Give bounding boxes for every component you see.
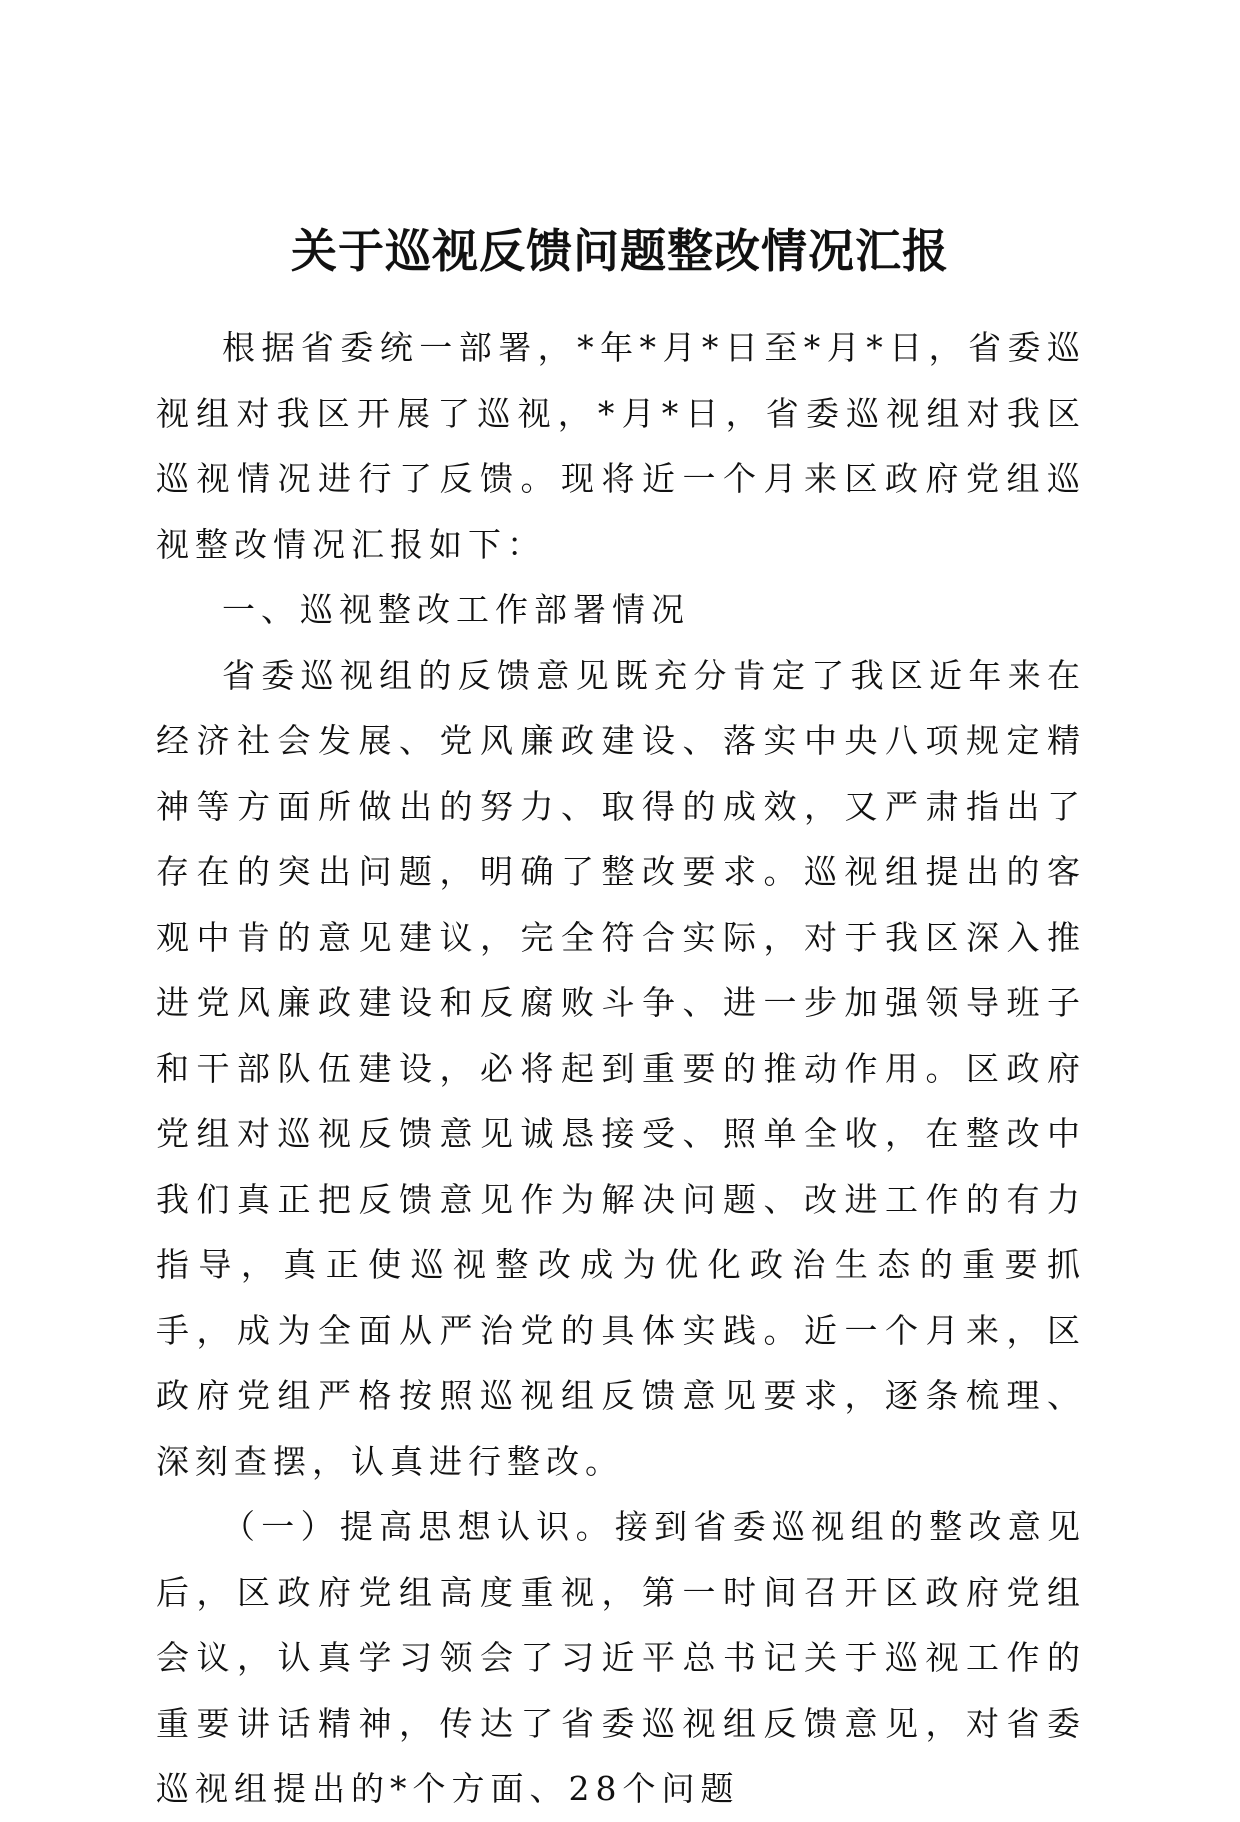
section-heading-1: 一、巡视整改工作部署情况: [222, 590, 690, 629]
paragraph-feedback: 省委巡视组的反馈意见既充分肯定了我区近年来在经济社会发展、党风廉政建设、落实中央八项规定精神等方面所做出的努力、取得的成效，又严肃指出了存在的突出问题，明确了整改要求。巡视组提出的客观中肯的意见建议，完全符合实际，对于我区深入推进党风廉政建设和反腐败斗争、进一步加强领导班子和干部队伍建设，必将起到重要的推动作用。区政府党组对巡视反馈意见诚恳接受、照单全收，在整改中我们真正把反馈意见作为解决问题、改进工作的有力指导，真正使巡视整改成为优化政治生态的重要抓手，成为全面从严治党的具体实践。近一个月来，区政府党组严格按照巡视组反馈意见要求，逐条梳理、深刻查摆，认真进行整改。: [156, 655, 1086, 1481]
document-body: [156, 315, 1086, 1822]
document-title: 关于巡视反馈问题整改情况汇报: [291, 224, 949, 278]
paragraph-subsection-1: （一）提高思想认识。接到省委巡视组的整改意见后，区政府党组高度重视，第一时间召开区政府党组会议，认真学习领会了习近平总书记关于巡视工作的重要讲话精神，传达了省委巡视组反馈意见，对省委巡视组提出的*个方面、28个问题: [156, 1507, 1086, 1808]
paragraph-intro: 根据省委统一部署，*年*月*日至*月*日，省委巡视组对我区开展了巡视，*月*日，省委巡视组对我区巡视情况进行了反馈。现将近一个月来区政府党组巡视整改情况汇报如下：: [156, 328, 1086, 564]
